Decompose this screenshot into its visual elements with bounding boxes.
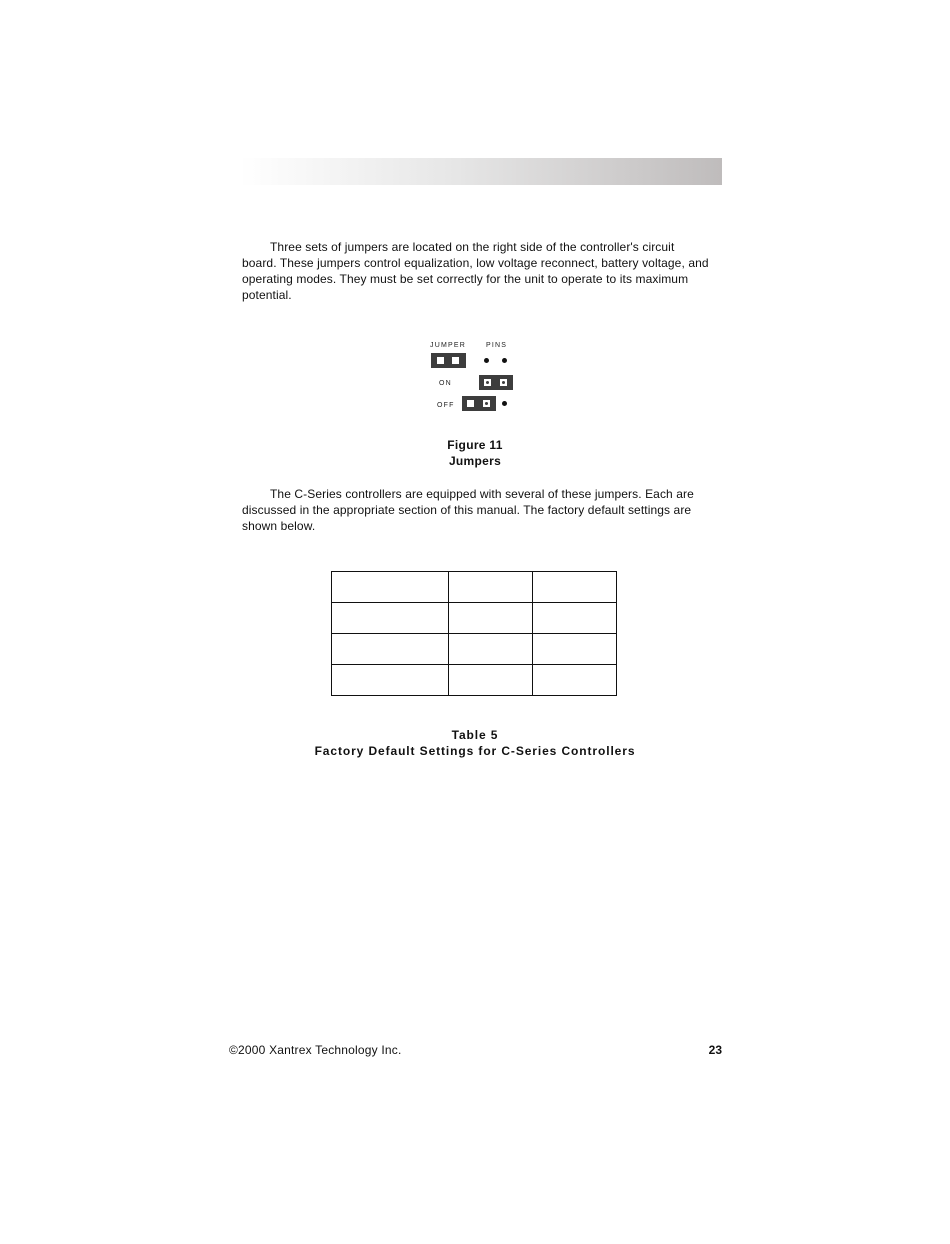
figure-caption [0,437,950,469]
table-row [332,572,617,603]
page-number: 23 [708,1043,722,1057]
table-cell [533,572,617,603]
table-cell [449,634,533,665]
table-cell [332,572,449,603]
table-cell [533,634,617,665]
pin-icon [502,358,507,363]
jumper-off-icon [462,396,496,411]
table-caption-number: Table 5 [451,728,499,742]
settings-paragraph-text: The C-Series controllers are equipped with several of these jumpers. Each are discussed in the appropriate section of this manual. The factory default settings are shown below. [242,487,694,533]
table-cell [449,665,533,696]
figure-label-on: ON [439,380,452,387]
figure-caption-title: Jumpers [448,454,502,468]
footer-copyright: ©2000 Xantrex Technology Inc. [229,1043,402,1057]
table-row [332,634,617,665]
table-cell [533,603,617,634]
header-gradient-bar [240,158,722,185]
table-row [332,665,617,696]
figure-label-pins: PINS [486,342,508,349]
figure-label-off: OFF [437,402,455,409]
table-caption-title: Factory Default Settings for C-Series Controllers [314,744,636,758]
table-cell [533,665,617,696]
factory-defaults-table [331,571,617,696]
figure-caption-number: Figure 11 [447,438,503,452]
table-row [332,603,617,634]
table-caption [0,727,950,759]
jumper-block-icon [431,353,466,368]
settings-paragraph [242,486,712,534]
pin-icon [484,358,489,363]
pin-icon [502,401,507,406]
table-cell [332,665,449,696]
intro-paragraph-text: Three sets of jumpers are located on the right side of the controller's circuit board. These jumpers control equalization, low voltage reconnect, battery voltage, and operating modes. They must be set correctly for the unit to operate to its maximum potential. [242,240,709,302]
table-cell [449,572,533,603]
intro-paragraph [242,239,712,303]
table-cell [332,603,449,634]
table-cell [449,603,533,634]
table-cell [332,634,449,665]
jumper-on-icon [479,375,513,390]
figure-label-jumper: JUMPER [430,342,466,349]
